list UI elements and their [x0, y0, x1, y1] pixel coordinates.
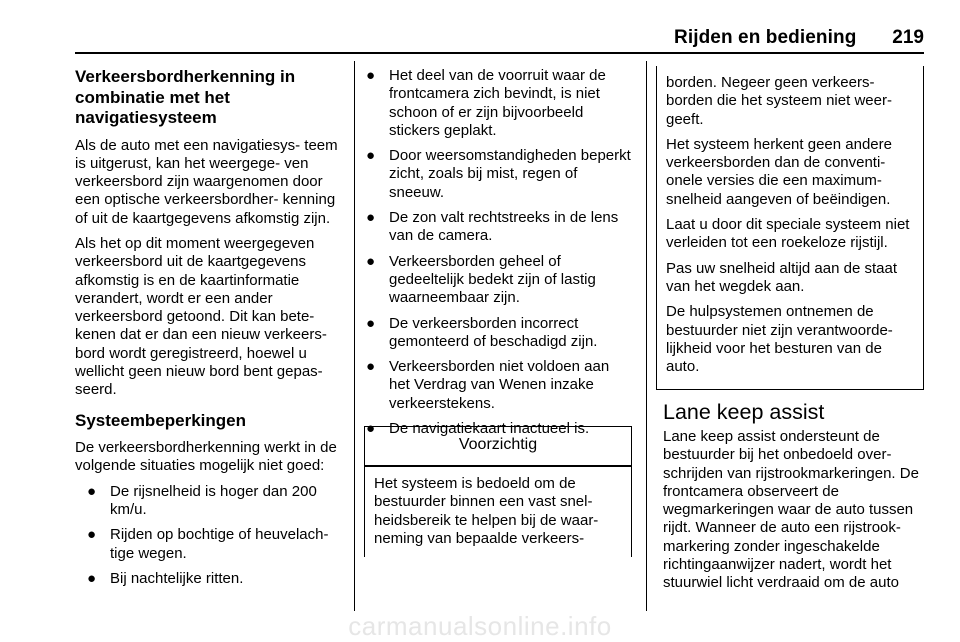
list-item — [364, 315, 634, 352]
paragraph: Als de auto met een navigatiesys- teem is uitgerust, kan het weergege- ven verkeersbord zijn waargenomen door een optische verkeersbordher- kenning of uit de kaartgegevens afkomstig zijn. — [75, 136, 338, 227]
list-item — [364, 358, 634, 413]
column-middle — [364, 67, 634, 445]
bullet-icon: ● — [366, 147, 376, 165]
section-heading-navigation: Verkeersbordherkenning in combinatie met het navigatiesysteem — [75, 67, 296, 127]
list-item — [364, 209, 634, 246]
caution-paragraph: borden. Negeer geen verkeers- borden die het systeem niet weer- geeft. — [666, 74, 892, 128]
list-item-text: Bij nachtelijke ritten. — [110, 569, 244, 587]
column-divider-right — [646, 61, 647, 611]
bullet-icon: ● — [366, 358, 376, 376]
bullet-icon: ● — [87, 569, 97, 587]
bullet-icon: ● — [366, 67, 376, 84]
bullet-icon: ● — [366, 420, 376, 438]
list-item-text: Het deel van de voorruit waar de frontcamera zich bevindt, is niet schoon of er zijn bijvoorbeeld stickers geplakt. — [389, 67, 606, 139]
bullet-icon: ● — [366, 252, 376, 270]
column-right — [663, 400, 927, 600]
caution-paragraph: Pas uw snelheid altijd aan de staat van het wegdek aan. — [666, 259, 897, 295]
section-title: Rijden en bediening — [674, 27, 857, 48]
caution-title: Voorzichtig — [458, 436, 538, 453]
list-item — [85, 483, 346, 520]
list-item-text: De rijsnelheid is hoger dan 200 km/u. — [110, 482, 317, 519]
section-heading-lane-keep-assist: Lane keep assist — [663, 400, 825, 424]
bullet-icon: ● — [87, 482, 97, 500]
list-item — [364, 147, 634, 202]
list-item — [85, 526, 346, 563]
running-header — [662, 27, 924, 49]
bullet-icon: ● — [366, 209, 376, 227]
list-item-text: De verkeersborden incorrect gemonteerd of beschadigd zijn. — [389, 314, 598, 350]
caution-text-continued — [666, 74, 918, 376]
column-left — [75, 67, 346, 595]
list-item-text: Door weersomstandigheden beperkt zicht, zoals bij mist, regen of sneeuw. — [389, 147, 631, 201]
caution-box — [364, 426, 632, 557]
list-item-text: Verkeersborden geheel of gedeeltelijk bedekt zijn of lastig waarneembaar zijn. — [389, 252, 596, 307]
list-item — [85, 570, 346, 588]
caution-title-rule — [365, 465, 631, 467]
watermark: carmanualsonline.info — [348, 611, 612, 641]
list-item-text: Rijden op bochtige of heuvelach- tige wegen. — [110, 526, 329, 562]
limitations-list-continued — [364, 67, 634, 438]
paragraph: Lane keep assist ondersteunt de bestuurder bij het onbedoeld over- schrijden van rijstrookmarkeringen. De frontcamera observeert de wegmarkeringen waar de auto tussen rijdt. Wanneer de auto een rijstrook- markering zonder ingeschakelde richtingaanwijzer nadert, wordt het stuurwiel licht verdraaid om de auto — [663, 428, 919, 592]
list-item — [364, 253, 634, 308]
page-number: 219 — [892, 27, 924, 48]
paragraph: De verkeersbordherkenning werkt in de volgende situaties mogelijk niet goed: — [75, 439, 337, 475]
list-item — [364, 67, 634, 140]
column-divider-left — [354, 61, 355, 611]
section-heading-limitations: Systeembeperkingen — [75, 410, 247, 430]
list-item-text: De zon valt rechtstreeks in de lens van de camera. — [389, 209, 619, 245]
header-rule — [75, 52, 924, 54]
caution-paragraph: De hulpsystemen ontnemen de bestuurder niet zijn verantwoorde- lijkheid voor het besturen van de auto. — [666, 303, 893, 376]
list-item-text: De navigatiekaart inactueel is. — [389, 420, 590, 438]
caution-text: Het systeem is bedoeld om de bestuurder binnen een vast snel- heidsbereik te helpen bij de waar- neming van bepaalde verkeers- — [374, 475, 599, 547]
paragraph: Als het op dit moment weergegeven verkeersbord uit de kaartgegevens afkomstig is en de kaartinformatie verandert, wordt er een ander verkeersbord getoond. Dit kan bete- kenen dat er dan een nieuw verkeers- bord wordt geregistreerd, hoewel u wellicht geen nieuw bord bent gepas- seerd. — [75, 234, 327, 399]
bullet-icon: ● — [87, 526, 97, 544]
caution-paragraph: Het systeem herkent geen andere verkeersborden dan de conventi- onele versies die een maximum- snelheid aangeven of beëindigen. — [666, 135, 892, 208]
caution-box-continued — [656, 66, 924, 390]
list-item-text: Verkeersborden niet voldoen aan het Verdrag van Wenen inzake verkeerstekens. — [389, 358, 610, 412]
caution-paragraph: Laat u door dit speciale systeem niet verleiden tot een roekeloze rijstijl. — [666, 216, 910, 252]
bullet-icon: ● — [366, 314, 376, 332]
limitations-list — [75, 483, 346, 588]
